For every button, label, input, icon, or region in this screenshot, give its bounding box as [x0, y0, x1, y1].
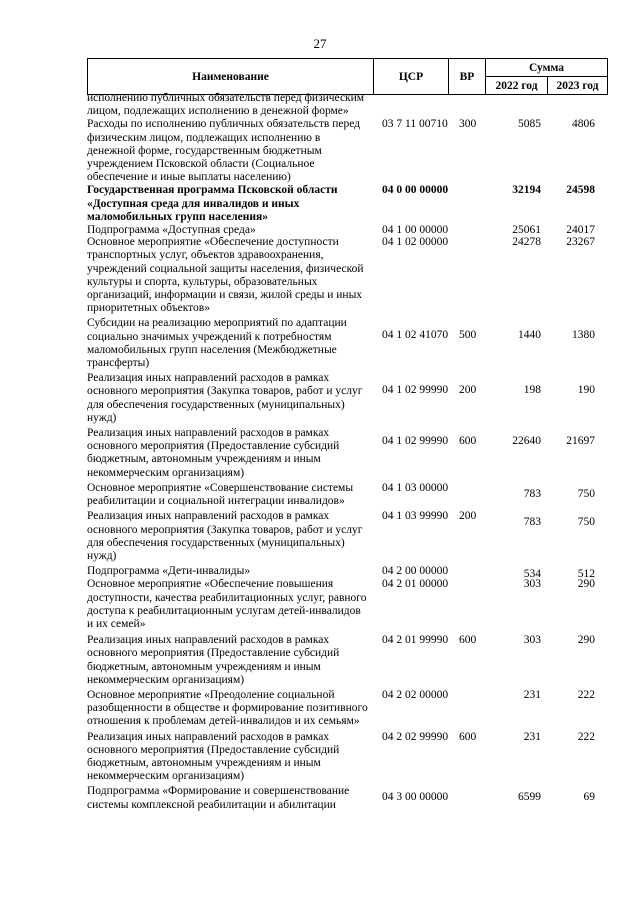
table-header: [87, 58, 608, 95]
row-vr: 200: [459, 384, 477, 397]
row-name: Основное мероприятие «Обеспечение повышения доступности, качества реабилитационных услуг, равного доступа к реабилитационным услугам детей-инвалидов и их семей»: [87, 578, 367, 630]
row-csr: 03 7 11 00710: [382, 118, 448, 131]
table-row: [87, 482, 608, 508]
row-sum-2023: 222: [577, 688, 595, 701]
row-csr: 04 2 02 00000: [382, 688, 449, 701]
row-csr: 04 1 02 99990: [382, 384, 449, 397]
header-sum: Сумма: [486, 59, 607, 77]
row-name: Подпрограмма «Формирование и совершенствование системы комплексной реабилитации и абилитации: [87, 785, 350, 811]
row-sum-2023: 69: [583, 791, 595, 804]
row-sum-2023: 512: [577, 568, 595, 581]
row-sum-2023: 750: [577, 516, 595, 529]
table-body: [87, 92, 608, 812]
table-row: [87, 184, 608, 224]
row-sum-2023: 222: [577, 730, 595, 743]
row-csr: 04 2 01 00000: [382, 578, 449, 591]
row-name: Основное мероприятие «Преодоление социальной разобщенности в обществе и формирование позитивного отношения к проблемам детей-инвалидов и их семьям»: [87, 688, 368, 728]
row-sum-2022: 783: [523, 516, 541, 529]
row-sum-2023: 750: [577, 487, 595, 500]
header-year-2023: 2023 год: [556, 79, 599, 92]
header-year-2022: 2022 год: [486, 77, 548, 94]
table-row: [87, 236, 608, 315]
table-row: [87, 634, 608, 687]
table-row: [87, 731, 608, 784]
table-row: [87, 578, 608, 631]
table-row: [87, 785, 608, 811]
row-csr: 04 2 00 00000: [382, 565, 449, 578]
row-sum-2023: 23267: [566, 236, 595, 249]
row-csr: 04 1 03 00000: [382, 481, 449, 494]
row-name: исполнению публичных обязательств перед физическим лицом, подлежащих исполнению в денежной форме»: [87, 92, 365, 118]
row-sum-2022: 1440: [518, 329, 541, 342]
row-sum-2022: 22640: [512, 435, 541, 448]
row-sum-2023: 24598: [566, 184, 595, 197]
row-name: Реализация иных направлений расходов в рамках основного мероприятия (Предоставление субсидий бюджетным, автономным учреждениям и иным некоммерческим организациям): [87, 634, 340, 686]
table-row: [87, 92, 608, 118]
row-vr: 500: [459, 329, 477, 342]
row-name: Реализация иных направлений расходов в рамках основного мероприятия (Предоставление субсидий бюджетным, автономным учреждениям и иным некоммерческим организациям): [87, 427, 340, 479]
table-row: [87, 118, 608, 184]
row-sum-2023: 290: [577, 634, 595, 647]
table-row: [87, 565, 608, 581]
row-name: Реализация иных направлений расходов в рамках основного мероприятия (Закупка товаров, работ и услуг для обеспечения государственных (муниципальных) нужд): [87, 372, 363, 424]
table-row: [87, 510, 608, 563]
row-csr: 04 1 00 00000: [382, 224, 449, 237]
row-csr: 04 1 02 99990: [382, 435, 449, 448]
row-sum-2022: 303: [523, 634, 541, 647]
row-sum-2023: 4806: [572, 118, 595, 131]
page-number: 27: [313, 36, 327, 51]
row-vr: 200: [459, 510, 477, 523]
row-sum-2022: 6599: [518, 791, 541, 804]
table-row: [87, 317, 608, 370]
table-row: [87, 372, 608, 425]
row-sum-2022: 5085: [518, 118, 541, 131]
row-csr: 04 0 00 00000: [382, 184, 449, 197]
row-sum-2022: 25061: [512, 224, 541, 237]
row-csr: 04 1 03 99990: [382, 510, 449, 523]
row-csr: 04 3 00 00000: [382, 791, 449, 804]
row-sum-2022: 534: [523, 568, 541, 581]
header-name: Наименование: [88, 59, 374, 94]
row-name: Государственная программа Псковской области «Доступная среда для инвалидов и иных маломобильных групп населения»: [87, 184, 338, 223]
row-sum-2022: 783: [523, 487, 541, 500]
row-sum-2023: 1380: [572, 329, 595, 342]
row-csr: 04 1 02 41070: [382, 329, 449, 342]
row-vr: 300: [459, 118, 477, 131]
row-sum-2023: 24017: [566, 224, 595, 237]
row-sum-2022: 24278: [512, 236, 541, 249]
row-csr: 04 2 02 99990: [382, 730, 449, 743]
row-sum-2022: 198: [523, 384, 541, 397]
row-vr: 600: [459, 435, 477, 448]
row-name: Реализация иных направлений расходов в рамках основного мероприятия (Предоставление субсидий бюджетным, автономным учреждениям и иным некоммерческим организациям): [87, 730, 340, 783]
row-sum-2022: 303: [523, 578, 541, 591]
header-vr: ВР: [449, 59, 486, 94]
row-name: Расходы по исполнению публичных обязательств перед физическим лицом, подлежащих исполнению в денежной форме, государственным бюджетным учреждением Псковской области (Социальное обеспечение и иные выплаты населению): [87, 118, 361, 184]
row-sum-2022: 231: [523, 688, 541, 701]
row-csr: 04 2 01 99990: [382, 634, 449, 647]
row-name: Основное мероприятие «Совершенствование системы реабилитации и социальной интеграции инвалидов»: [87, 481, 354, 508]
row-sum-2023: 290: [577, 578, 595, 591]
row-name: Подпрограмма «Доступная среда»: [87, 224, 256, 237]
header-csr: ЦСР: [374, 59, 449, 94]
row-name: Субсидии на реализацию мероприятий по адаптации социально значимых учреждений к потребностям маломобильных групп населения (Межбюджетные трансферты): [87, 317, 347, 370]
row-csr: 04 1 02 00000: [382, 236, 449, 249]
row-sum-2022: 231: [523, 730, 541, 743]
row-vr: 600: [459, 634, 477, 647]
row-sum-2023: 190: [577, 384, 595, 397]
row-vr: 600: [459, 730, 477, 743]
table-row: [87, 427, 608, 480]
row-sum-2023: 21697: [566, 435, 595, 448]
row-name: Подпрограмма «Дети-инвалиды»: [87, 565, 251, 578]
row-name: Основное мероприятие «Обеспечение доступности транспортных услуг, объектов здравоохранения, учреждений социальной защиты населения, физической культуры и спорта, культуры, образовательных организаций, информации и связи, жилой среды и иных приоритетных объектов»: [87, 236, 364, 315]
table-row: [87, 689, 608, 729]
row-sum-2022: 32194: [512, 184, 541, 197]
row-name: Реализация иных направлений расходов в рамках основного мероприятия (Закупка товаров, работ и услуг для обеспечения государственных (муниципальных) нужд): [87, 510, 363, 562]
